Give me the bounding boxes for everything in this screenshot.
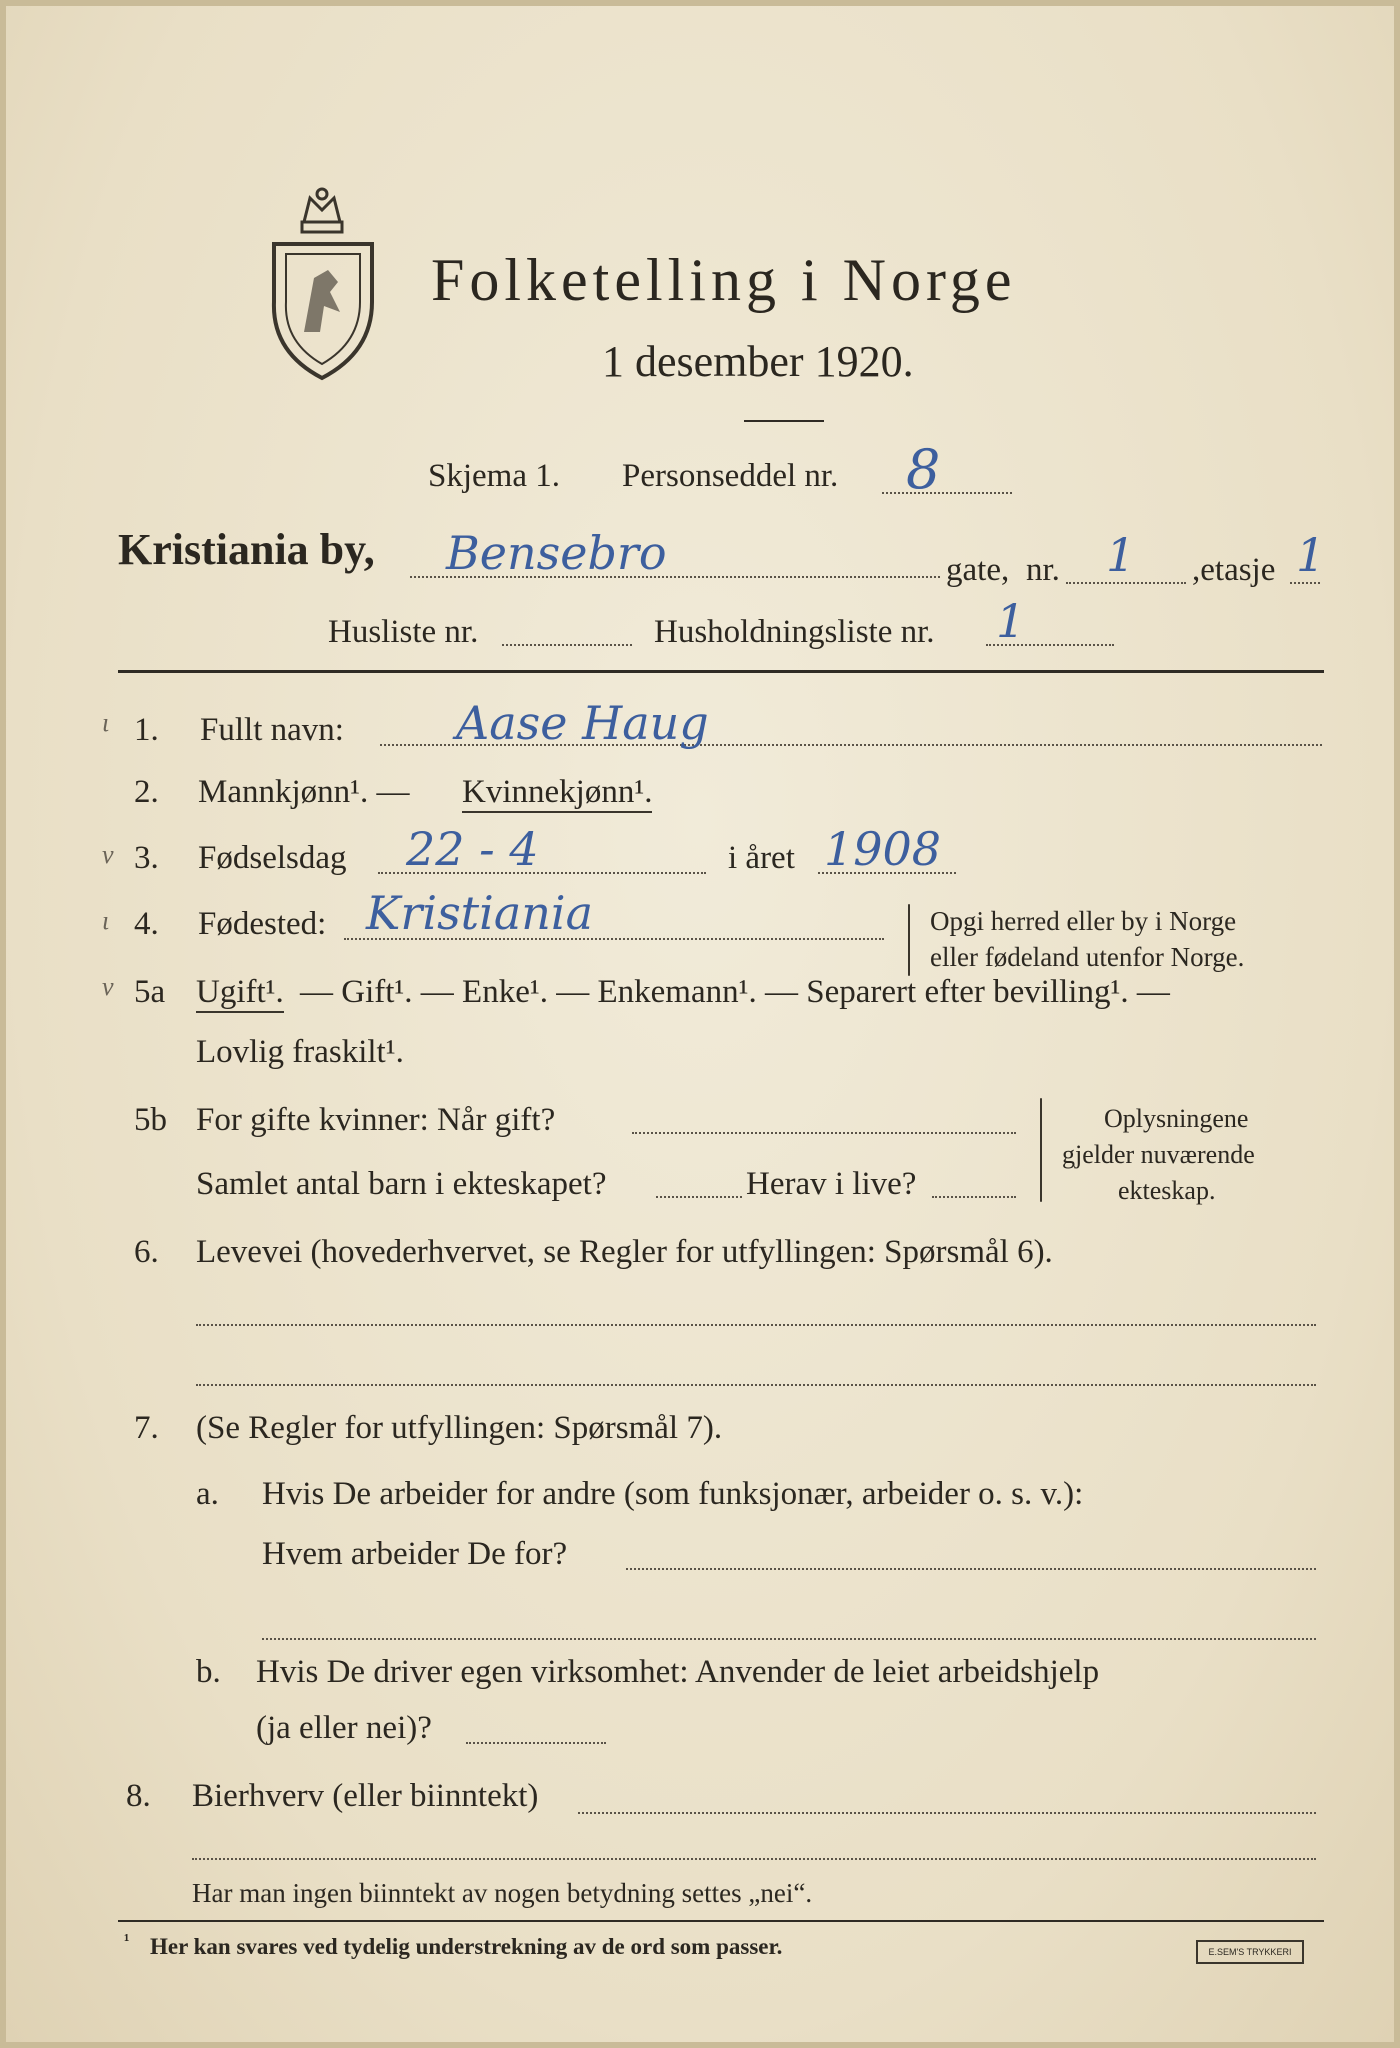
hired-help-field[interactable]	[466, 1742, 606, 1744]
q3-number: 3.	[134, 840, 159, 876]
gender-female-option[interactable]: Kvinnekjønn¹.	[462, 774, 652, 813]
q8-note: Har man ingen biinntekt av nogen betydning settes „nei“.	[192, 1878, 813, 1908]
house-number-field[interactable]	[1066, 582, 1186, 584]
check-mark: v	[102, 840, 114, 869]
q3-year-label: i året	[728, 840, 795, 876]
q6-number: 6.	[134, 1234, 159, 1270]
q7b-number: b.	[196, 1654, 221, 1690]
floor-field[interactable]	[1290, 582, 1320, 584]
full-name-value: Aase Haug	[456, 696, 709, 750]
q4-note-line1: Opgi herred eller by i Norge	[930, 906, 1237, 936]
employer-field[interactable]	[626, 1568, 1316, 1570]
nr-label: nr.	[1026, 552, 1060, 588]
birth-year-value: 1908	[824, 822, 942, 876]
children-alive-field[interactable]	[932, 1196, 1016, 1198]
q6-label: Levevei (hovederhvervet, se Regler for utfyllingen: Spørsmål 6).	[196, 1234, 1053, 1270]
coat-of-arms-icon	[264, 182, 382, 382]
side-income-field-line2[interactable]	[192, 1858, 1316, 1860]
husholdning-label: Husholdningsliste nr.	[654, 614, 935, 650]
footnote-mark: ¹	[124, 1930, 130, 1950]
side-income-field[interactable]	[578, 1812, 1316, 1814]
q5a-number: 5a	[134, 974, 166, 1010]
personseddel-label: Personseddel nr.	[622, 458, 839, 494]
note-brace	[908, 904, 910, 976]
q5b-number: 5b	[134, 1102, 167, 1138]
street-value: Bensebro	[446, 526, 667, 580]
q7a-line1: Hvis De arbeider for andre (som funksjonær, arbeider o. s. v.):	[262, 1476, 1084, 1512]
q5b-note-line1: Oplysningene	[1104, 1104, 1249, 1133]
q5b-alive-label: Herav i live?	[746, 1166, 917, 1202]
footnote-text: Her kan svares ved tydelig understrekning av de ord som passer.	[150, 1934, 783, 1959]
q7b-line2: (ja eller nei)?	[256, 1710, 432, 1746]
q8-label: Bierhverv (eller biinntekt)	[192, 1778, 539, 1814]
check-mark: ι	[102, 708, 110, 737]
title-divider	[744, 420, 824, 422]
census-date: 1 desember 1920.	[602, 337, 914, 386]
check-mark: ι	[102, 906, 110, 935]
house-number-value: 1	[1106, 528, 1136, 582]
q5b-note-line3: ekteskap.	[1118, 1176, 1216, 1205]
q4-number: 4.	[134, 906, 159, 942]
gate-label: gate,	[946, 552, 1010, 588]
skjema-label: Skjema 1.	[428, 458, 560, 494]
employer-field-line2[interactable]	[262, 1638, 1316, 1640]
marital-divorced-option[interactable]: Lovlig fraskilt¹.	[196, 1034, 404, 1070]
city-label: Kristiania by,	[118, 525, 375, 574]
gender-male-option[interactable]: Mannkjønn¹. —	[198, 774, 410, 810]
occupation-field-line2[interactable]	[196, 1384, 1316, 1386]
q7a-line2: Hvem arbeider De for?	[262, 1536, 568, 1572]
q5b-married-when-label: For gifte kvinner: Når gift?	[196, 1102, 556, 1138]
q5b-note-line2: gjelder nuværende	[1062, 1140, 1255, 1169]
q7a-number: a.	[196, 1476, 219, 1512]
printer-stamp: E.SEM'S TRYKKERI	[1196, 1940, 1304, 1964]
q7b-line1: Hvis De driver egen virksomhet: Anvender de leiet arbeidshjelp	[256, 1654, 1100, 1690]
marital-options[interactable]: — Gift¹. — Enke¹. — Enkemann¹. — Separert efter bevilling¹. —	[300, 974, 1170, 1010]
q2-number: 2.	[134, 774, 159, 810]
birthplace-value: Kristiania	[366, 886, 594, 940]
husholdning-value: 1	[996, 594, 1026, 648]
birth-date-value: 22 - 4	[406, 822, 539, 876]
occupation-field-line1[interactable]	[196, 1324, 1316, 1326]
q4-note-line2: eller fødeland utenfor Norge.	[930, 942, 1245, 972]
etasje-label: ,etasje	[1192, 552, 1276, 588]
q4-label: Fødested:	[198, 906, 327, 942]
personseddel-value: 8	[906, 438, 941, 501]
husliste-field[interactable]	[502, 644, 632, 646]
q5b-children-label: Samlet antal barn i ekteskapet?	[196, 1166, 607, 1202]
q1-label: Fullt navn:	[200, 712, 344, 748]
q1-number: 1.	[134, 712, 159, 748]
q3-label: Fødselsdag	[198, 840, 347, 876]
floor-value: 1	[1296, 528, 1326, 582]
q7-number: 7.	[134, 1410, 159, 1446]
children-total-field[interactable]	[656, 1196, 742, 1198]
header-rule	[118, 670, 1324, 673]
marital-ugift-option[interactable]: Ugift¹.	[196, 974, 284, 1013]
footer-rule	[118, 1920, 1324, 1922]
form-title: Folketelling i Norge	[431, 247, 1017, 313]
personseddel-field[interactable]	[882, 492, 1012, 494]
married-when-field[interactable]	[632, 1132, 1016, 1134]
q8-number: 8.	[126, 1778, 151, 1814]
note-brace	[1040, 1098, 1042, 1202]
husliste-label: Husliste nr.	[328, 614, 479, 650]
check-mark: v	[102, 972, 114, 1001]
q7-label: (Se Regler for utfyllingen: Spørsmål 7).	[196, 1410, 723, 1446]
